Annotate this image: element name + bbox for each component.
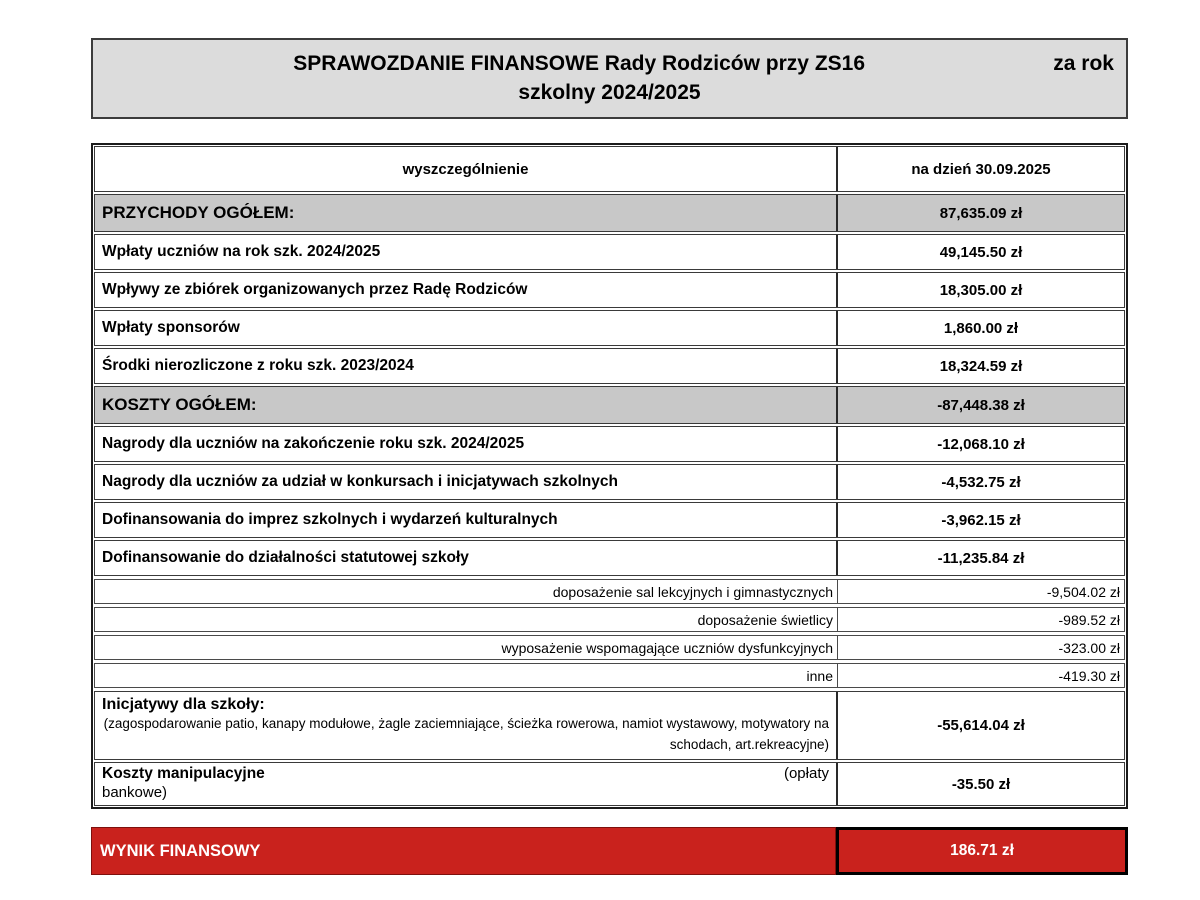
column-header-description: wyszczególnienie (95, 147, 838, 191)
row-value: 1,860.00 zł (943, 319, 1019, 337)
subrow-label: inne (95, 664, 838, 687)
row-label: Nagrody dla uczniów na zakończenie roku szk. 2024/2025 (95, 427, 838, 461)
report-title-year-prefix: za rok (1053, 52, 1114, 76)
table-row (94, 540, 1125, 576)
row-label: Środki nierozliczone z roku szk. 2023/2024 (95, 349, 838, 383)
initiatives-title: Inicjatywy dla szkoły: (102, 696, 265, 713)
report-title-line2: szkolny 2024/2025 (518, 80, 701, 104)
table-row (94, 348, 1125, 384)
table-row (94, 310, 1125, 346)
row-label: Dofinansowania do imprez szkolnych i wydarzeń kulturalnych (95, 503, 838, 537)
column-header-date: na dzień 30.09.2025 (911, 160, 1051, 178)
table-row-initiatives (94, 691, 1125, 760)
row-label (95, 763, 838, 805)
row-value: -4,532.75 zł (941, 473, 1021, 491)
table-row (94, 502, 1125, 538)
row-label: Dofinansowanie do działalności statutowej szkoły (95, 541, 838, 575)
row-label: PRZYCHODY OGÓŁEM: (95, 195, 838, 231)
subrow-label: doposażenie świetlicy (95, 608, 838, 631)
subrow-value: -9,504.02 zł (1046, 583, 1120, 600)
table-subrow (94, 607, 1125, 632)
row-value: -87,448.38 zł (937, 396, 1025, 414)
subrow-value: -419.30 zł (1058, 667, 1120, 684)
row-label: Wpłaty uczniów na rok szk. 2024/2025 (95, 235, 838, 269)
bank-fees-title: Koszty manipulacyjne (102, 765, 265, 783)
result-value: 186.71 zł (836, 827, 1128, 875)
row-value: -35.50 zł (951, 775, 1011, 793)
bank-fees-tail: (opłaty (783, 765, 829, 783)
row-label: Wpływy ze zbiórek organizowanych przez Radę Rodziców (95, 273, 838, 307)
table-row (94, 272, 1125, 308)
table-row (94, 464, 1125, 500)
result-label: WYNIK FINANSOWY (91, 827, 836, 875)
financial-table (91, 143, 1128, 809)
row-value: -11,235.84 zł (937, 549, 1025, 567)
table-row-bank-fees (94, 762, 1125, 806)
table-header-row (94, 146, 1125, 192)
bank-fees-line2: bankowe) (102, 784, 168, 802)
report-title: SPRAWOZDANIE FINANSOWE Rady Rodziców przy ZS16 (293, 52, 866, 76)
table-row (94, 234, 1125, 270)
row-value: -3,962.15 zł (941, 511, 1021, 529)
row-label (95, 692, 838, 759)
row-value: 49,145.50 zł (939, 243, 1023, 261)
row-value: 18,305.00 zł (939, 281, 1023, 299)
subrow-label: wyposażenie wspomagające uczniów dysfunkcyjnych (95, 636, 838, 659)
result-row (91, 827, 1128, 875)
bank-fees-line1 (102, 765, 829, 783)
row-value: -55,614.04 zł (937, 717, 1025, 735)
table-row-costs-total (94, 386, 1125, 424)
initiatives-note: (zagospodarowanie patio, kanapy modułowe, żagle zaciemniające, ścieżka rowerowa, namiot wystawowy, motywatory na schodach, art.rekreacyjne) (103, 716, 829, 753)
report-title-line1 (105, 50, 1114, 78)
row-label: Wpłaty sponsorów (95, 311, 838, 345)
subrow-value: -989.52 zł (1058, 611, 1120, 628)
row-label: Nagrody dla uczniów za udział w konkursach i inicjatywach szkolnych (95, 465, 838, 499)
row-value: 87,635.09 zł (939, 204, 1023, 222)
row-value: 18,324.59 zł (939, 357, 1023, 375)
subrow-label: doposażenie sal lekcyjnych i gimnastycznych (95, 580, 838, 603)
table-subrow (94, 579, 1125, 604)
row-value: -12,068.10 zł (937, 435, 1025, 453)
row-label: KOSZTY OGÓŁEM: (95, 387, 838, 423)
table-subrow (94, 663, 1125, 688)
subrow-value: -323.00 zł (1058, 639, 1120, 656)
table-row-income-total (94, 194, 1125, 232)
report-title-box (91, 38, 1128, 119)
table-subrow (94, 635, 1125, 660)
table-row (94, 426, 1125, 462)
